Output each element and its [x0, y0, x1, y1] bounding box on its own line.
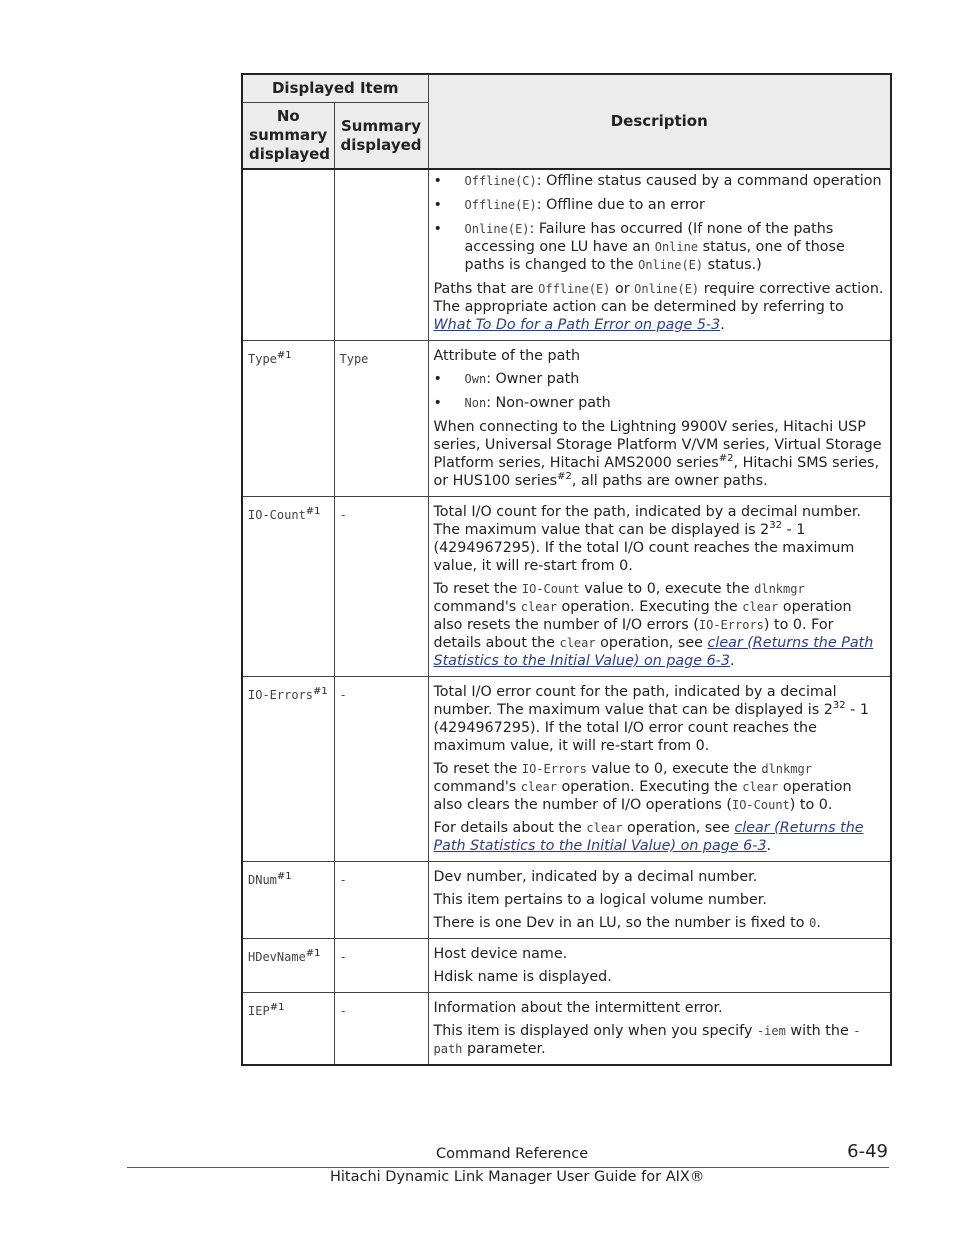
summary-cell: Type — [334, 341, 428, 497]
table-row — [242, 677, 891, 862]
item-cell: IO-Errors$^{\#1}$ — [242, 677, 334, 862]
paragraph: Dev number, indicated by a decimal number. — [433, 869, 758, 885]
table-row — [242, 169, 891, 341]
type-list — [434, 370, 886, 412]
clear-operation-link[interactable]: clear (Returns the Path Statistics to the Initial Value) on page 6-3 — [433, 635, 874, 669]
summary-cell: - — [334, 862, 428, 939]
summary-cell: - — [334, 993, 428, 1066]
list-item: • Own: Owner path — [434, 370, 886, 388]
description-cell — [428, 169, 891, 341]
paragraph: For details about the clear operation, see clear (Returns the Path Statistics to the Initial Value) on page 6-3. — [433, 820, 864, 854]
page-number: 6-49 — [847, 1141, 888, 1162]
item-cell: DNum$^{\#1}$ — [242, 862, 334, 939]
header-no-summary: No summary displayed — [242, 103, 334, 170]
paragraph: Host device name. — [433, 946, 568, 962]
paragraph: This item is displayed only when you specify -iem with the -path parameter. — [433, 1023, 861, 1057]
description-cell — [428, 993, 891, 1066]
paragraph: To reset the IO-Errors value to 0, execute the dlnkmgr command's clear operation. Executing the clear operation also clears the number of I/O operations (IO-Count) to 0. — [433, 761, 852, 813]
item-cell — [242, 169, 334, 341]
paragraph: Total I/O count for the path, indicated by a decimal number. The maximum value that can be displayed is $2^{32} - 1$ (4294967295). If the total I/O count reaches the maximum value, it will re-start from 0. — [433, 504, 861, 574]
path-error-link[interactable]: What To Do for a Path Error on page 5-3 — [433, 317, 721, 333]
description-cell — [428, 862, 891, 939]
description-cell — [428, 677, 891, 862]
description-cell — [428, 341, 891, 497]
table-row — [242, 993, 891, 1066]
summary-cell — [334, 169, 428, 341]
paragraph: There is one Dev in an LU, so the number is fixed to 0. — [433, 915, 821, 931]
list-item: • Offline(E): Offline due to an error — [434, 196, 886, 214]
item-cell: IO-Count$^{\#1}$ — [242, 497, 334, 677]
header-description: Description — [428, 74, 891, 169]
paragraph: Paths that are Offline(E) or Online(E) require corrective action. The appropriate action can be determined by referring to What To Do for a Path Error on page 5-3. — [433, 281, 884, 333]
clear-operation-link[interactable]: clear (Returns the Path Statistics to the Initial Value) on page 6-3 — [433, 820, 864, 854]
footer-section-title: Command Reference — [436, 1146, 589, 1162]
paragraph: Information about the intermittent error. — [433, 1000, 723, 1016]
table-row — [242, 497, 891, 677]
header-displayed-item: Displayed Item — [242, 74, 428, 103]
list-item: • Non: Non-owner path — [434, 394, 886, 412]
description-cell — [428, 497, 891, 677]
paragraph: Attribute of the path — [433, 348, 581, 364]
table-row — [242, 862, 891, 939]
item-cell: Type$^{\#1}$ — [242, 341, 334, 497]
status-list — [434, 172, 886, 274]
table-row — [242, 341, 891, 497]
table-row — [242, 939, 891, 993]
footer-divider — [127, 1167, 889, 1168]
item-cell: HDevName$^{\#1}$ — [242, 939, 334, 993]
summary-cell: - — [334, 939, 428, 993]
list-item: • Online(E): Failure has occurred (If none of the paths accessing one LU have an Online status, one of those paths is changed to the Online(E) status.) — [434, 220, 886, 274]
command-reference-table — [241, 73, 892, 1066]
paragraph: To reset the IO-Count value to 0, execute the dlnkmgr command's clear operation. Executing the clear operation also resets the number of I/O errors (IO-Errors) to 0. For details about the clear operation, see clear (Returns the Path Statistics to the Initial Value) on page 6-3. — [433, 581, 874, 669]
summary-cell: - — [334, 677, 428, 862]
paragraph: Hdisk name is displayed. — [433, 969, 612, 985]
header-summary: Summary displayed — [334, 103, 428, 170]
item-cell: IEP$^{\#1}$ — [242, 993, 334, 1066]
paragraph: Total I/O error count for the path, indicated by a decimal number. The maximum value that can be displayed is $2^{32} - 1$ (4294967295). If the total I/O error count reaches the maximum value, it will re-start from 0. — [433, 684, 869, 754]
book-title: Hitachi Dynamic Link Manager User Guide for AIX® — [330, 1169, 705, 1185]
paragraph: This item pertains to a logical volume number. — [433, 892, 767, 908]
list-item: • Offline(C): Offline status caused by a command operation — [434, 172, 886, 190]
paragraph: When connecting to the Lightning 9900V series, Hitachi USP series, Universal Storage Platform V/VM series, Virtual Storage Platform series, Hitachi AMS2000 series$^{\#2}$, Hitachi SMS series, or HUS100 series$^{\#2}$, all paths are owner paths. — [433, 419, 882, 489]
description-cell — [428, 939, 891, 993]
summary-cell: - — [334, 497, 428, 677]
